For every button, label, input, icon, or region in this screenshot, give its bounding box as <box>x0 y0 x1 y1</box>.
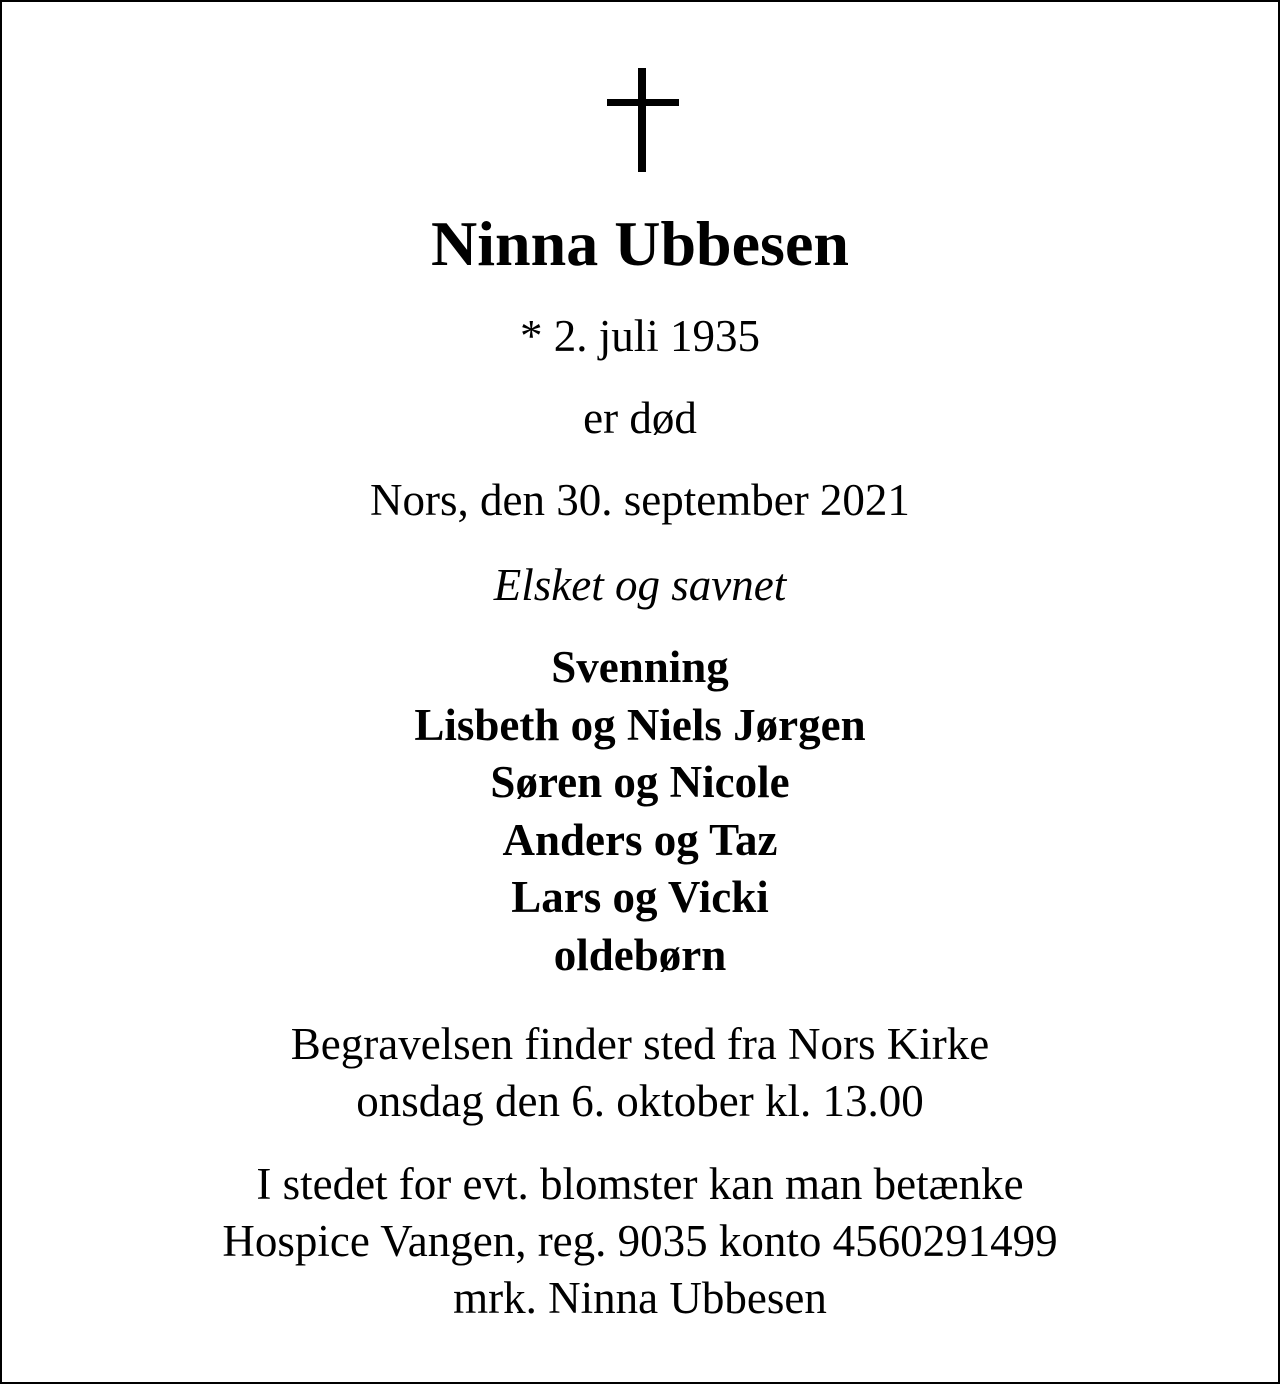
donation-intro: I stedet for evt. blomster kan man betænke <box>256 1159 1024 1209</box>
deceased-name: Ninna Ubbesen <box>431 208 849 279</box>
family-member: oldebørn <box>553 929 727 980</box>
donation-account: Hospice Vangen, reg. 9035 konto 4560291499 <box>222 1216 1058 1266</box>
death-statement: er død <box>583 393 697 443</box>
flowers-donation-info <box>2 1156 1278 1327</box>
funeral-info <box>2 1016 1278 1130</box>
latin-cross-icon <box>607 68 679 172</box>
donation-reference: mrk. Ninna Ubbesen <box>453 1273 827 1323</box>
family-member: Anders og Taz <box>502 814 778 865</box>
family-member: Lisbeth og Niels Jørgen <box>414 699 866 750</box>
family-member: Lars og Vicki <box>511 872 769 923</box>
place-and-death-date: Nors, den 30. september 2021 <box>370 475 910 525</box>
loved-and-missed-phrase: Elsket og savnet <box>493 560 787 610</box>
funeral-datetime: onsdag den 6. oktober kl. 13.00 <box>356 1076 924 1126</box>
family-list <box>2 639 1278 985</box>
family-member: Svenning <box>551 642 729 692</box>
cross-horizontal-bar <box>607 99 679 106</box>
birth-date: * 2. juli 1935 <box>519 311 760 361</box>
funeral-location: Begravelsen finder sted fra Nors Kirke <box>290 1019 990 1069</box>
family-member: Søren og Nicole <box>490 757 790 808</box>
cross-vertical-bar <box>638 68 646 172</box>
